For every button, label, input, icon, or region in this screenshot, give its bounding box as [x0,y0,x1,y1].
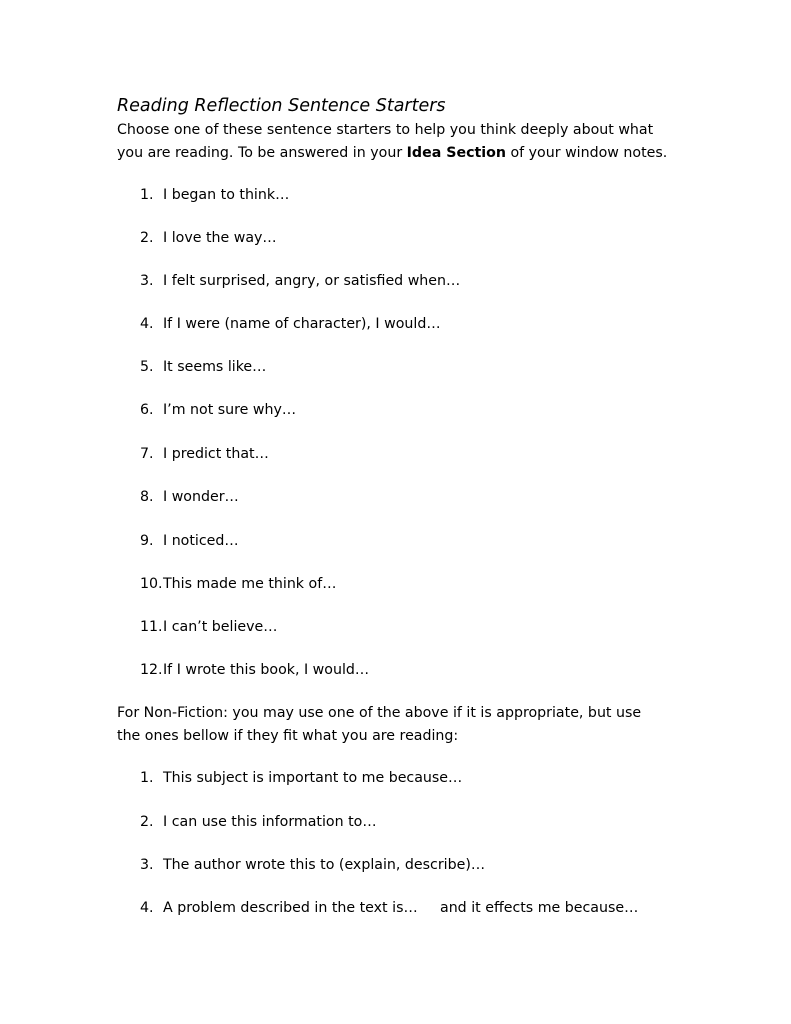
item-number: 9. [140,533,154,549]
item-number: 3. [140,857,154,873]
intro-line-2 [117,142,717,165]
item-number: 7. [140,446,154,462]
item-text: This made me think of… [163,576,337,592]
intro-line-2-suffix: of your window notes. [505,145,668,161]
item-text: I can’t believe… [163,619,278,635]
item-number: 12. [140,662,163,678]
item-text: I love the way… [163,230,277,246]
nonfiction-line-2: the ones bellow if they fit what you are reading: [117,728,459,744]
item-text: I can use this information to… [163,814,377,830]
item-text: I began to think… [163,187,290,203]
item-number: 1. [140,770,154,786]
nonfiction-intro [117,702,717,748]
nonfiction-line-1: For Non-Fiction: you may use one of the above if it is appropriate, but use [117,705,642,721]
item-number: 2. [140,814,154,830]
item-number: 10. [140,576,163,592]
intro-paragraph [117,119,717,165]
item-number: 4. [140,900,154,916]
item-number: 8. [140,489,154,505]
idea-section-emphasis: Idea Section [406,145,506,161]
item-number: 3. [140,273,154,289]
item-number: 1. [140,187,154,203]
item-number: 5. [140,359,154,375]
item-text: I felt surprised, angry, or satisfied when… [163,273,461,289]
item-text: This subject is important to me because… [163,770,463,786]
item-text: If I wrote this book, I would… [163,662,370,678]
item-text: A problem described in the text is… [163,900,418,916]
item-text: If I were (name of character), I would… [163,316,441,332]
intro-line-1: Choose one of these sentence starters to help you think deeply about what [117,122,654,138]
item-text: I noticed… [163,533,239,549]
item-text: It seems like… [163,359,267,375]
page-title: Reading Reflection Sentence Starters [117,96,446,116]
item-text: I’m not sure why… [163,402,297,418]
intro-line-2-prefix: you are reading. To be answered in your [117,145,407,161]
item-number: 4. [140,316,154,332]
item-text: I wonder… [163,489,239,505]
item-number: 11. [140,619,163,635]
item-number: 2. [140,230,154,246]
item-text: I predict that… [163,446,269,462]
item-text: The author wrote this to (explain, describe)… [163,857,486,873]
item-number: 6. [140,402,154,418]
item-text-continuation: and it effects me because… [440,900,639,916]
